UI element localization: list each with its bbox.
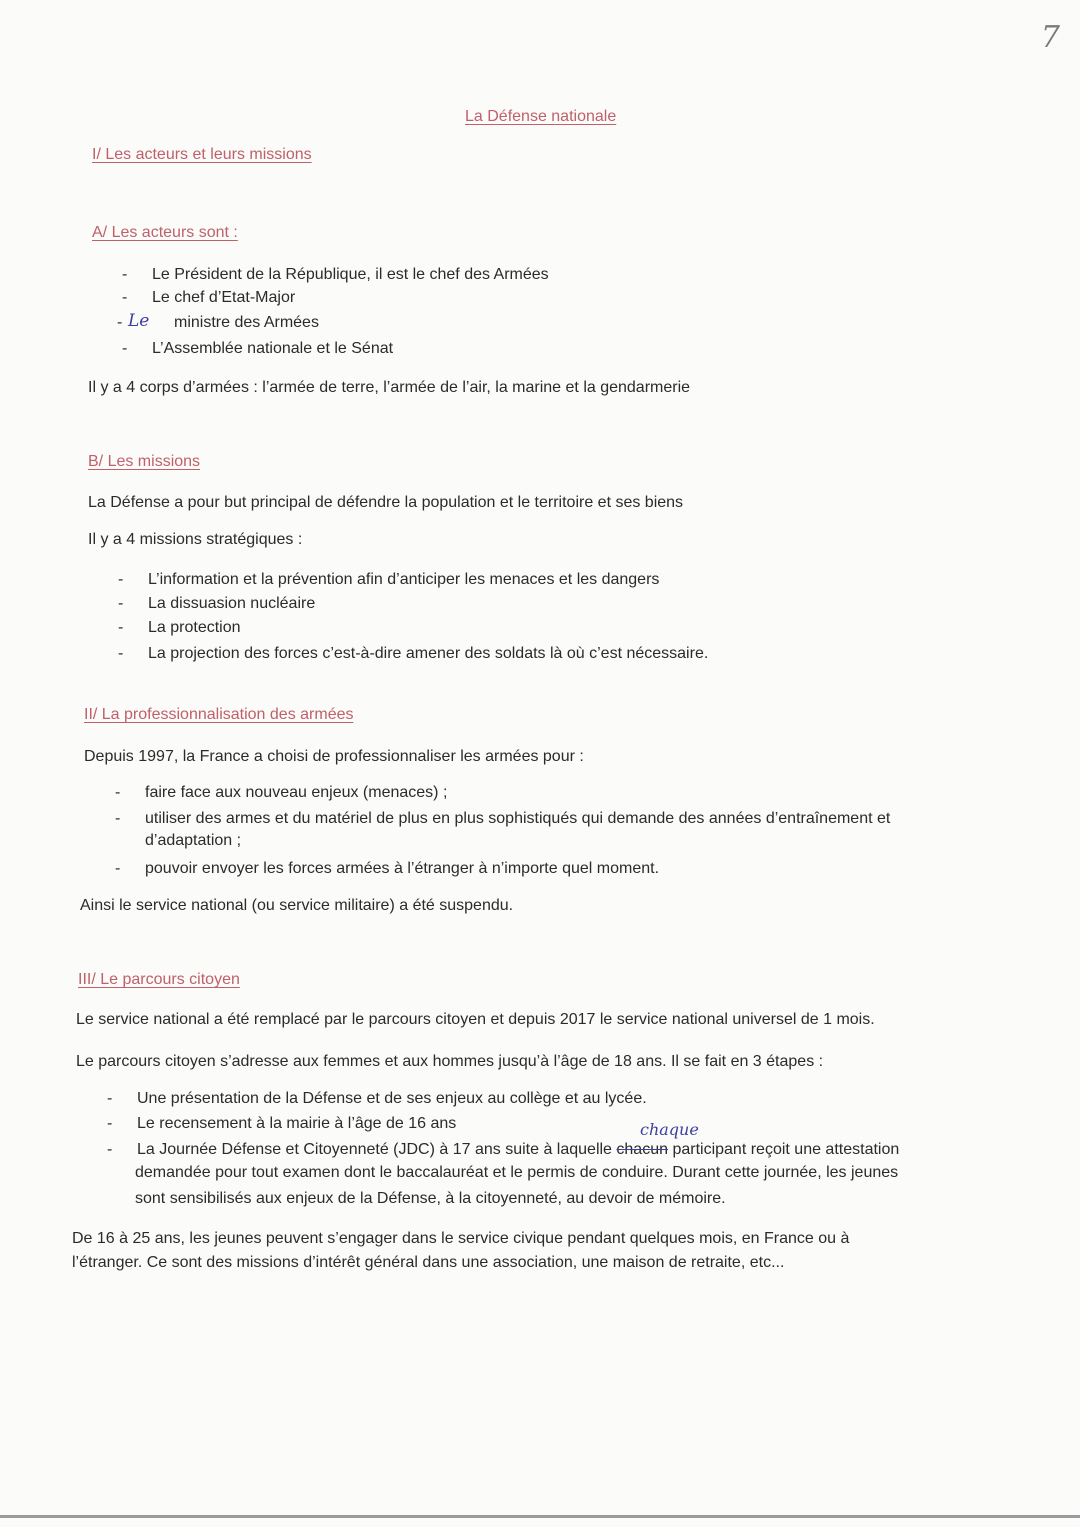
section1-heading: I/ Les acteurs et leurs missions — [92, 146, 312, 163]
list-bullet: - — [107, 1090, 113, 1107]
document-title: La Défense nationale — [465, 108, 617, 125]
list-item: Une présentation de la Défense et de ses enjeux au collège et au lycée. — [137, 1090, 647, 1107]
list-bullet: - — [115, 784, 121, 801]
jdc-text-start: La Journée Défense et Citoyenneté (JDC) à 17 ans suite à laquelle — [137, 1141, 612, 1158]
paragraph-p3-continuation: l’étranger. Ce sont des missions d’intérêt général dans une association, une maison de retraite, etc... — [72, 1254, 785, 1271]
paragraph-conclusion: Ainsi le service national (ou service militaire) a été suspendu. — [80, 897, 514, 914]
handwritten-correction: chaque — [640, 1120, 699, 1139]
list-item-continuation: sont sensibilisés aux enjeux de la Défense, à la citoyenneté, au devoir de mémoire. — [135, 1190, 726, 1207]
jdc-text-end: participant reçoit une attestation — [672, 1141, 900, 1158]
list-item: Le Président de la République, il est le chef des Armées — [152, 266, 549, 283]
list-item: L’Assemblée nationale et le Sénat — [152, 340, 394, 357]
list-item: utiliser des armes et du matériel de plus en plus sophistiqués qui demande des années d’entraînement et — [145, 810, 891, 827]
list-item: La protection — [148, 619, 241, 636]
list-item: Le recensement à la mairie à l’âge de 16 ans — [137, 1115, 457, 1132]
paragraph-p2: Le parcours citoyen s’adresse aux femmes et aux hommes jusqu’à l’âge de 18 ans. Il se fait en 3 étapes : — [76, 1053, 824, 1070]
list-item-continuation: demandée pour tout examen dont le baccalauréat et le permis de conduire. Durant cette journée, les jeunes — [135, 1164, 899, 1181]
section1-subA-heading: A/ Les acteurs sont : — [92, 224, 238, 241]
list-item: ministre des Armées — [174, 314, 319, 331]
list-item: faire face aux nouveau enjeux (menaces) ; — [145, 784, 448, 801]
list-item: La projection des forces c’est-à-dire amener des soldats là où c’est nécessaire. — [148, 645, 709, 662]
paragraph-corps: Il y a 4 corps d’armées : l’armée de terre, l’armée de l’air, la marine et la gendarmerie — [88, 379, 691, 396]
list-bullet: - — [115, 810, 121, 827]
list-bullet: - — [122, 266, 128, 283]
section3-heading: III/ Le parcours citoyen — [78, 971, 240, 988]
list-bullet: - — [122, 340, 128, 357]
list-item-continuation: d’adaptation ; — [145, 832, 242, 849]
page-number: 7 — [1040, 20, 1060, 55]
list-bullet: - — [117, 314, 123, 331]
list-bullet: - — [118, 595, 124, 612]
list-bullet: - — [107, 1115, 113, 1132]
list-item-jdc — [137, 1141, 899, 1159]
list-bullet: - — [118, 571, 124, 588]
list-bullet: - — [107, 1141, 113, 1158]
paragraph-intro: La Défense a pour but principal de défendre la population et le territoire et ses biens — [88, 494, 684, 511]
list-bullet: - — [118, 645, 124, 662]
paragraph-p1: Le service national a été remplacé par le parcours citoyen et depuis 2017 le service national universel de 1 mois. — [76, 1011, 875, 1028]
paragraph-intro: Depuis 1997, la France a choisi de professionnaliser les armées pour : — [84, 748, 584, 765]
list-bullet: - — [115, 860, 121, 877]
list-bullet: - — [122, 289, 128, 306]
struck-word: chacun — [616, 1141, 668, 1158]
list-item: pouvoir envoyer les forces armées à l’étranger à n’importe quel moment. — [145, 860, 660, 877]
list-item: La dissuasion nucléaire — [148, 595, 316, 612]
list-bullet: - — [118, 619, 124, 636]
paragraph-missions-intro: Il y a 4 missions stratégiques : — [88, 531, 303, 548]
handwritten-correction: Le — [128, 311, 150, 331]
section1-subB-heading: B/ Les missions — [88, 453, 201, 470]
list-item: Le chef d’Etat-Major — [152, 289, 296, 306]
page-bottom-edge — [0, 1515, 1080, 1518]
list-item: L’information et la prévention afin d’anticiper les menaces et les dangers — [148, 571, 660, 588]
paragraph-p3: De 16 à 25 ans, les jeunes peuvent s’engager dans le service civique pendant quelques mois, en France ou à — [72, 1230, 850, 1247]
section2-heading: II/ La professionnalisation des armées — [84, 706, 354, 723]
